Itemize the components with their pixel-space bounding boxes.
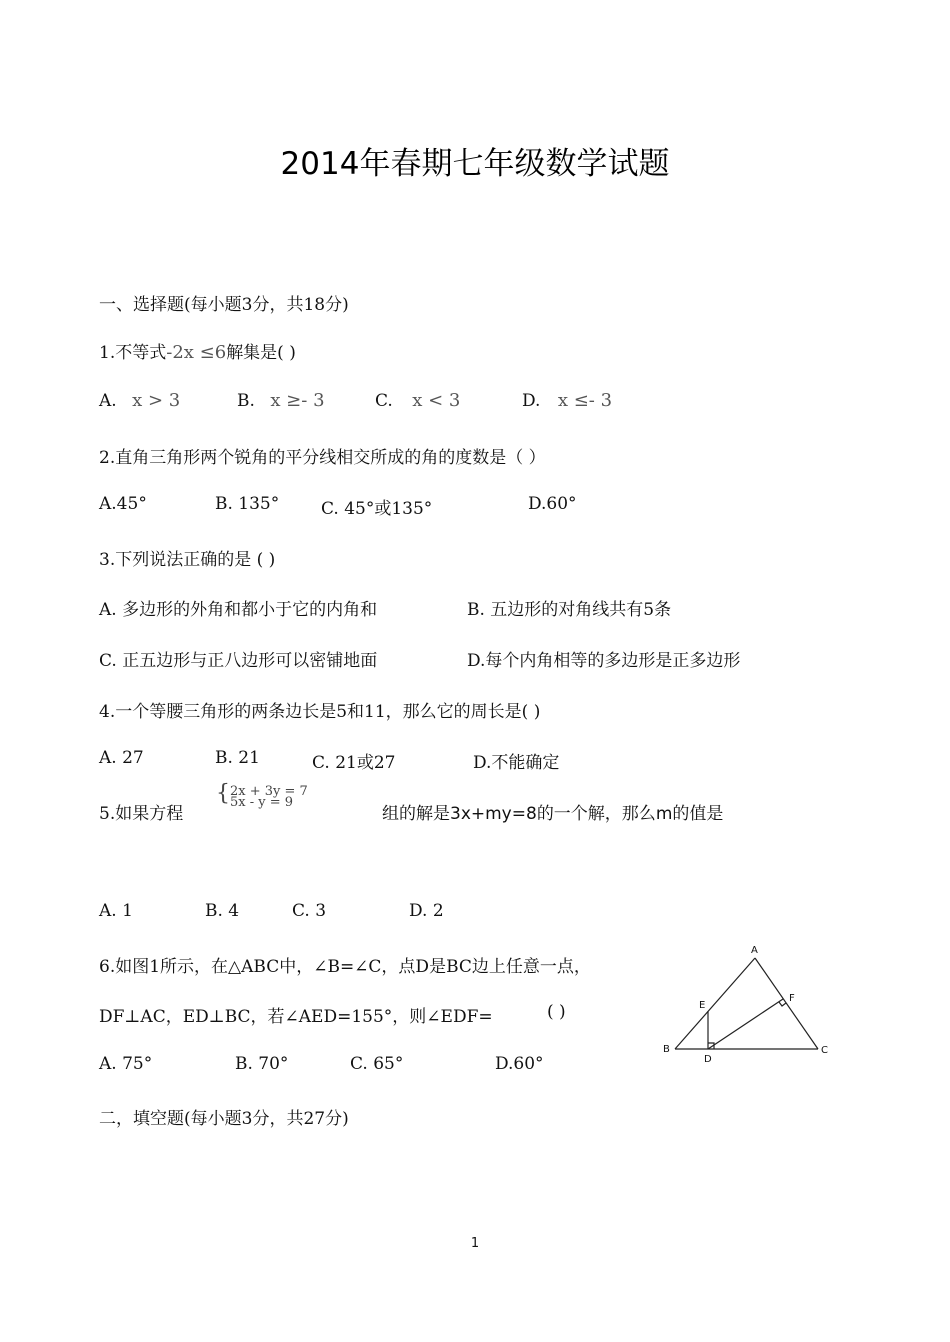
- question-5-expression: 3x+my=8: [450, 804, 537, 824]
- triangle-figure: [655, 940, 840, 1070]
- question-2-option-b: B. 135°: [215, 494, 280, 514]
- question-5-option-d: D. 2: [409, 901, 444, 921]
- segment-ab: [675, 958, 755, 1049]
- label-f: F: [789, 993, 795, 1004]
- question-2: 2.直角三角形两个锐角的平分线相交所成的角的度数是（ ）: [99, 448, 546, 468]
- equation-2: 5x - y = 9: [230, 795, 294, 810]
- question-3-option-b: B. 五边形的对角线共有5条: [467, 600, 672, 620]
- question-5-option-c: C. 3: [292, 901, 327, 921]
- label-e: E: [699, 1000, 706, 1011]
- question-3-option-d: D.每个内角相等的多边形是正多边形: [467, 651, 741, 671]
- label-c: C: [821, 1045, 828, 1056]
- question-2-option-d: D.60°: [528, 494, 577, 514]
- question-5-option-a: A. 1: [99, 901, 133, 921]
- page-title: 2014年春期七年级数学试题: [280, 146, 670, 182]
- option-label: A.: [99, 391, 117, 411]
- question-6-line-1: 6.如图1所示，在△ABC中，∠B=∠C，点D是BC边上任意一点，: [99, 957, 591, 977]
- section-heading-choice: 一、选择题(每小题3分，共18分): [99, 295, 349, 315]
- right-angle-f: [779, 1002, 786, 1006]
- question-2-option-a: A.45°: [99, 494, 147, 514]
- question-6-line-2: DF⊥AC，ED⊥BC，若∠AED=155°，则∠EDF=: [99, 1007, 493, 1027]
- question-5-suffix: 的一个解，那么: [536, 804, 656, 824]
- question-5-rest: [382, 799, 723, 824]
- question-3: 3.下列说法正确的是 ( ): [99, 550, 276, 570]
- option-label: D.: [522, 391, 541, 411]
- segment-df: [708, 999, 783, 1049]
- question-6-answer-paren: ( ): [547, 1002, 566, 1022]
- option-expr: x > 3: [132, 390, 181, 411]
- question-6-option-b: B. 70°: [235, 1054, 289, 1074]
- label-a: A: [751, 945, 758, 956]
- label-d: D: [704, 1054, 712, 1065]
- section-heading-fill-blank: 二，填空题(每小题3分，共27分): [99, 1109, 349, 1129]
- question-6-option-a: A. 75°: [99, 1054, 153, 1074]
- option-expr: x ≥- 3: [270, 390, 325, 411]
- segment-ac: [755, 958, 818, 1049]
- label-b: B: [663, 1044, 670, 1055]
- question-1-option-b: [237, 390, 325, 411]
- question-6-option-d: D.60°: [495, 1054, 544, 1074]
- question-6-option-c: C. 65°: [350, 1054, 404, 1074]
- question-5-end: 的值是: [672, 804, 724, 824]
- option-label: C.: [375, 391, 393, 411]
- question-1-option-a: [99, 390, 180, 411]
- equation-1: 2x + 3y = 7: [230, 784, 308, 799]
- question-2-option-c: C. 45°或135°: [321, 499, 433, 519]
- question-1-prefix: 1.不等式: [99, 343, 167, 363]
- option-expr: x < 3: [412, 390, 461, 411]
- question-1-suffix: 解集是( ): [226, 343, 296, 363]
- question-1-inequality: -2x ≤6: [166, 342, 227, 363]
- question-5-option-b: B. 4: [205, 901, 240, 921]
- question-3-option-a: A. 多边形的外角和都小于它的内角和: [99, 600, 378, 620]
- question-5-mid: 组的解是: [382, 804, 450, 824]
- page-number: 1: [470, 1236, 480, 1251]
- brace-icon: {: [216, 781, 230, 806]
- question-5-prefix: 5.如果方程: [99, 804, 184, 824]
- question-4-option-a: A. 27: [99, 748, 144, 768]
- question-1: [99, 338, 296, 363]
- question-1-option-c: [375, 390, 460, 411]
- question-4-option-b: B. 21: [215, 748, 260, 768]
- question-4: 4.一个等腰三角形的两条边长是5和11，那么它的周长是( ): [99, 702, 541, 722]
- question-4-option-d: D.不能确定: [473, 753, 560, 773]
- question-3-option-c: C. 正五边形与正八边形可以密铺地面: [99, 651, 378, 671]
- question-1-option-d: [522, 390, 612, 411]
- question-4-option-c: C. 21或27: [312, 753, 396, 773]
- option-label: B.: [237, 391, 255, 411]
- option-expr: x ≤- 3: [557, 390, 613, 411]
- question-5-variable: m: [655, 804, 673, 824]
